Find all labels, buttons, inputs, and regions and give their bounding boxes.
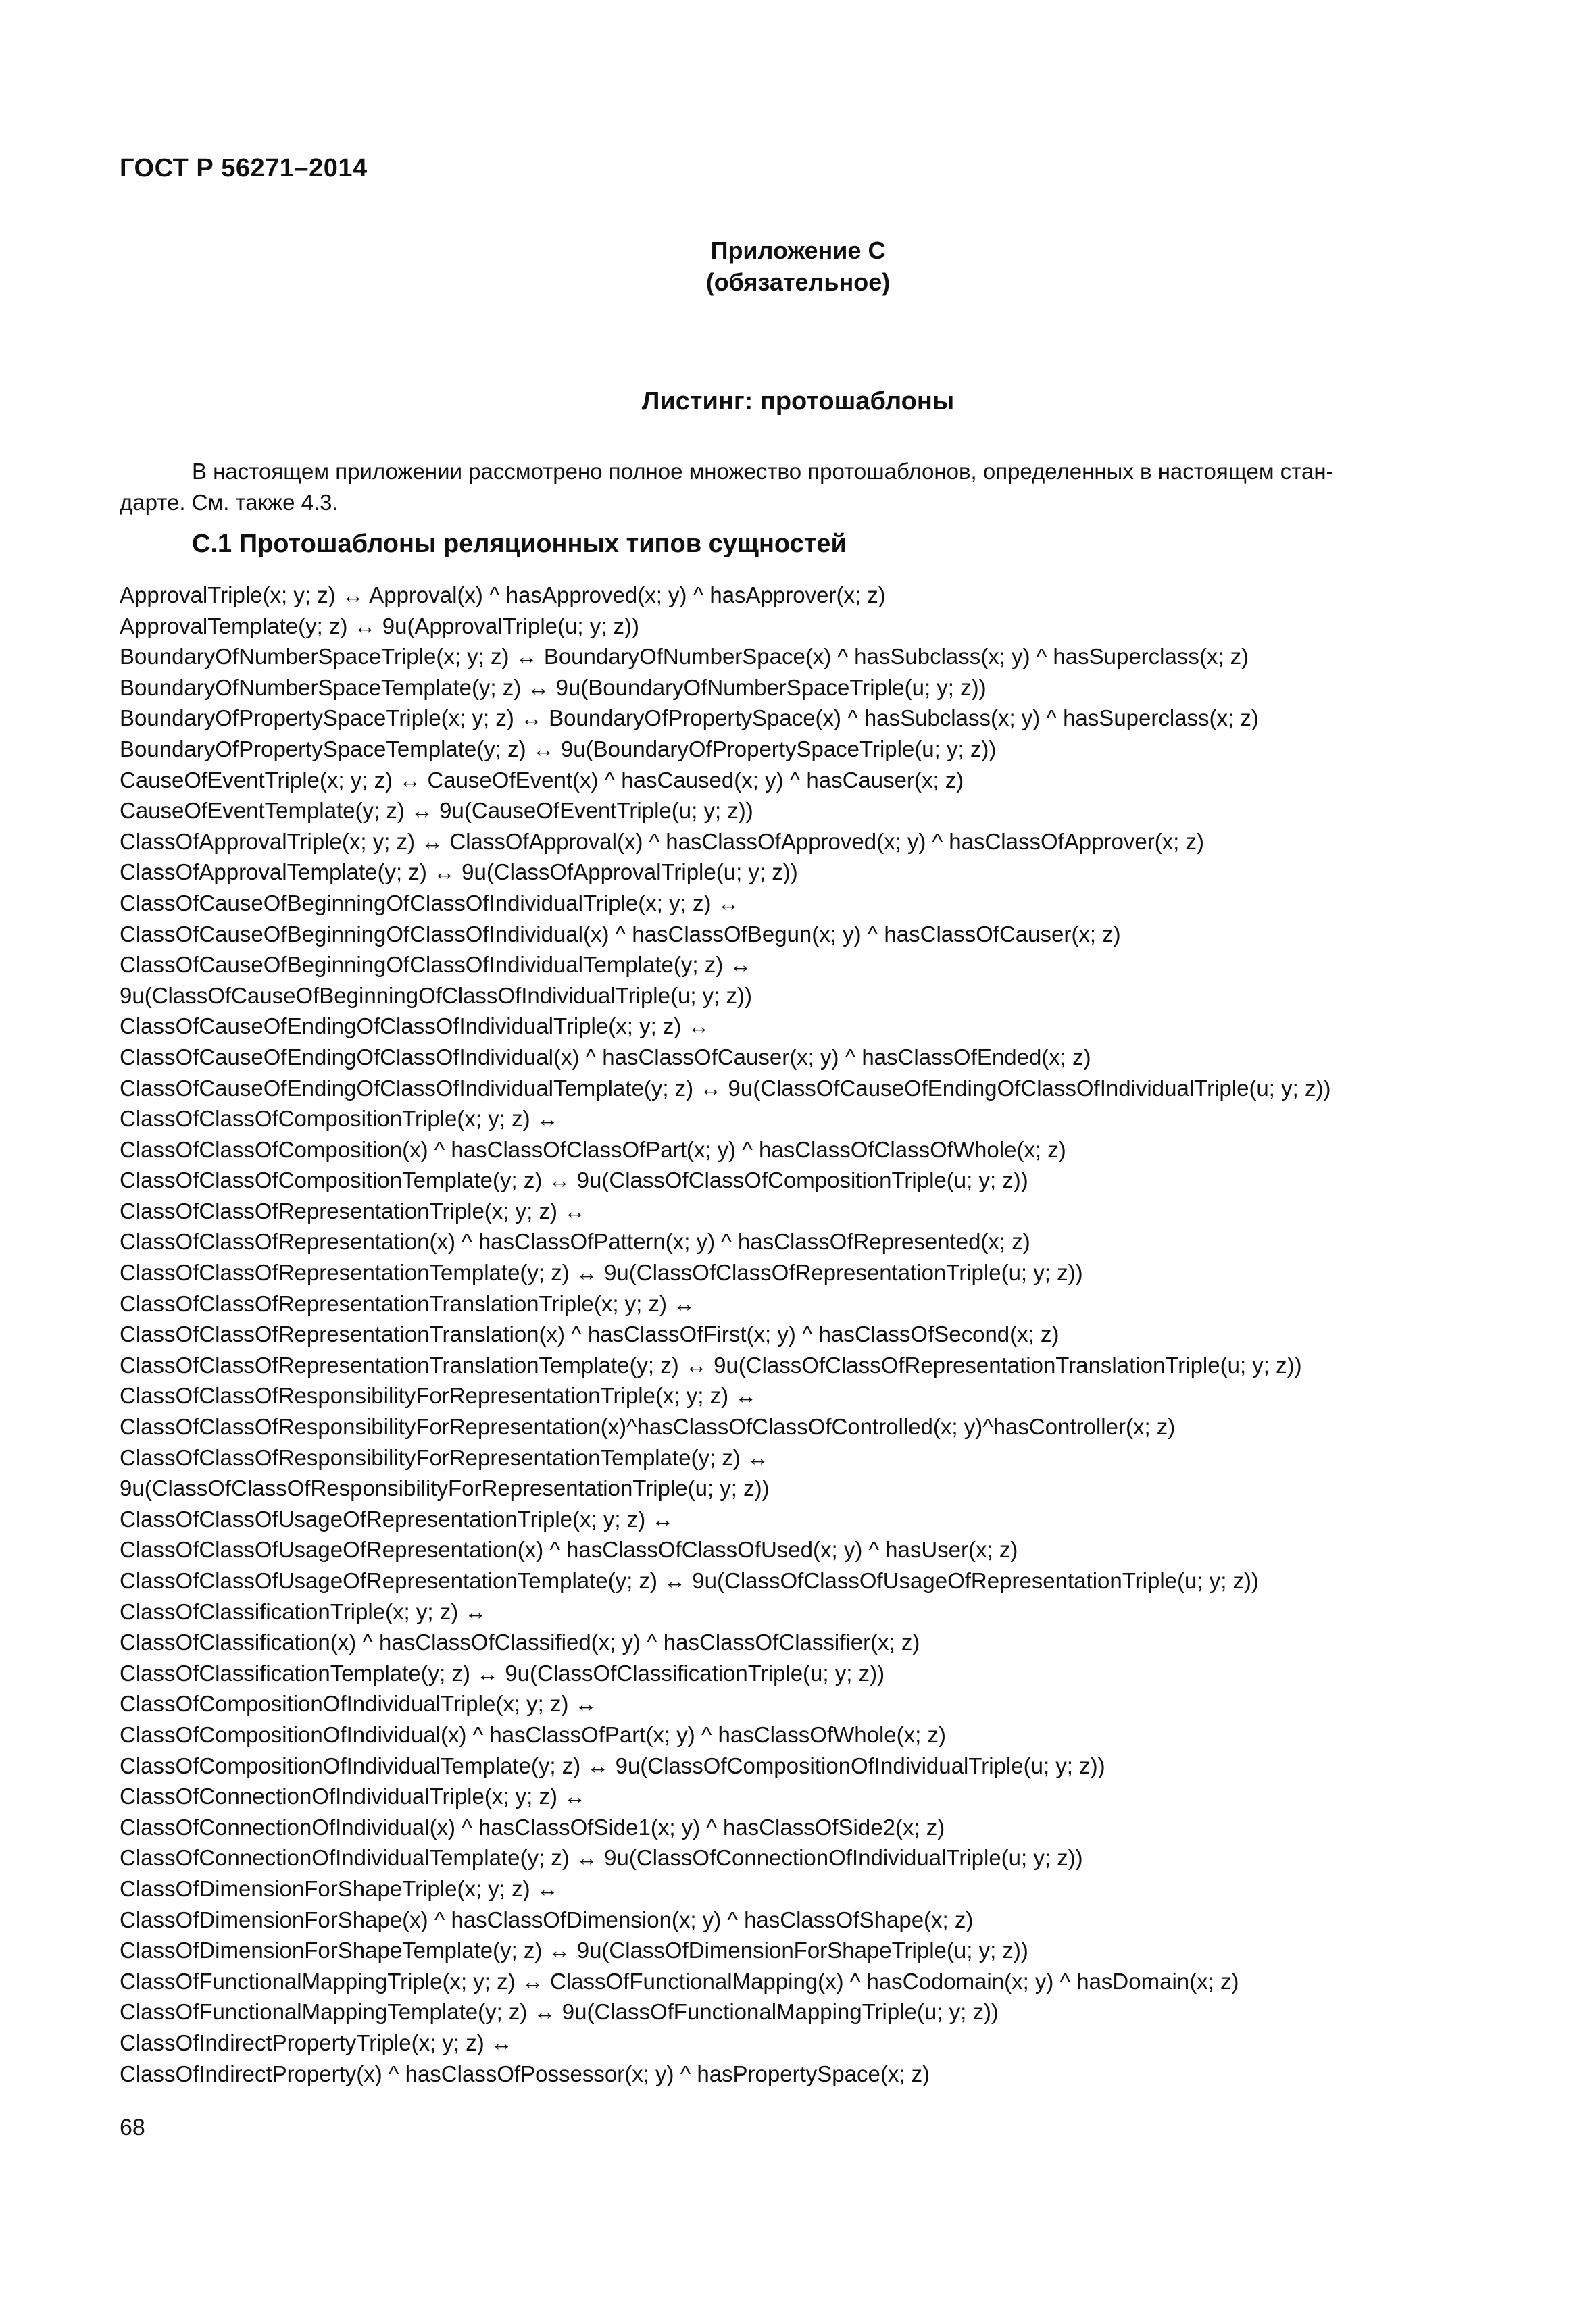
listing-line: ClassOfCompositionOfIndividualTemplate(y; z) ↔ 9u(ClassOfCompositionOfIndividualTriple(u; y; z))	[120, 1753, 1105, 1778]
listing-line: 9u(ClassOfClassOfResponsibilityForRepresentationTriple(u; y; z))	[120, 1476, 770, 1501]
listing-line: ClassOfFunctionalMappingTemplate(y; z) ↔ 9u(ClassOfFunctionalMappingTriple(u; y; z))	[120, 1999, 999, 2025]
listing-line: ClassOfClassOfUsageOfRepresentation(x) ^ hasClassOfClassOfUsed(x; y) ^ hasUser(x; z)	[120, 1537, 1018, 1563]
listing-line: ClassOfClassOfRepresentationTranslationTemplate(y; z) ↔ 9u(ClassOfClassOfRepresentationTranslationTriple(u; y; z))	[120, 1352, 1302, 1378]
listing-line: ClassOfCauseOfEndingOfClassOfIndividual(x) ^ hasClassOfCauser(x; y) ^ hasClassOfEnded(x; z)	[120, 1044, 1091, 1070]
listing-line: ApprovalTriple(x; y; z) ↔ Approval(x) ^ hasApproved(x; y) ^ hasApprover(x; z)	[120, 582, 886, 607]
listing-line: ClassOfCompositionOfIndividual(x) ^ hasClassOfPart(x; y) ^ hasClassOfWhole(x; z)	[120, 1721, 946, 1747]
annex-status: (обязательное)	[705, 268, 891, 296]
listing-line: ClassOfCauseOfEndingOfClassOfIndividualTemplate(y; z) ↔ 9u(ClassOfCauseOfEndingOfClassOfIndividualTriple(u; y; z))	[120, 1075, 1331, 1101]
listing-line: ClassOfDimensionForShapeTriple(x; y; z) ↔	[120, 1876, 559, 1901]
section-heading: С.1 Протошаблоны реляционных типов сущностей	[192, 530, 847, 558]
listing-line: ClassOfDimensionForShape(x) ^ hasClassOfDimension(x; y) ^ hasClassOfShape(x; z)	[120, 1907, 974, 1932]
listing-line: ClassOfDimensionForShapeTemplate(y; z) ↔ 9u(ClassOfDimensionForShapeTriple(u; y; z))	[120, 1938, 1028, 1963]
listing-line: ClassOfClassOfComposition(x) ^ hasClassOfClassOfPart(x; y) ^ hasClassOfClassOfWhole(x; z)	[120, 1136, 1066, 1162]
formula-listing	[120, 580, 1505, 2089]
listing-line: ClassOfCauseOfBeginningOfClassOfIndividualTemplate(y; z) ↔	[120, 952, 752, 978]
listing-line: BoundaryOfPropertySpaceTriple(x; y; z) ↔ BoundaryOfPropertySpace(x) ^ hasSubclass(x; y) ^ hasSuperclass(x; z)	[120, 705, 1259, 731]
listing-line: ClassOfClassOfUsageOfRepresentationTemplate(y; z) ↔ 9u(ClassOfClassOfUsageOfRepresentationTriple(u; y; z))	[120, 1568, 1260, 1593]
listing-line: BoundaryOfNumberSpaceTemplate(y; z) ↔ 9u(BoundaryOfNumberSpaceTriple(u; y; z))	[120, 674, 987, 700]
listing-line: ClassOfClassOfRepresentationTranslation(x) ^ hasClassOfFirst(x; y) ^ hasClassOfSecond(x; z)	[120, 1322, 1059, 1347]
listing-line: ClassOfClassOfRepresentationTriple(x; y; z) ↔	[120, 1198, 587, 1224]
page-number: 68	[120, 2115, 145, 2140]
listing-line: BoundaryOfPropertySpaceTemplate(y; z) ↔ 9u(BoundaryOfPropertySpaceTriple(u; y; z))	[120, 736, 997, 761]
listing-line: ClassOfClassOfUsageOfRepresentationTriple(x; y; z) ↔	[120, 1506, 674, 1532]
listing-line: ClassOfClassOfResponsibilityForRepresentationTemplate(y; z) ↔	[120, 1444, 769, 1470]
listing-line: 9u(ClassOfCauseOfBeginningOfClassOfIndividualTriple(u; y; z))	[120, 982, 752, 1008]
listing-line: ClassOfApprovalTriple(x; y; z) ↔ ClassOfApproval(x) ^ hasClassOfApproved(x; y) ^ hasClassOfApprover(x; z)	[120, 828, 1205, 854]
listing-line: ClassOfClassification(x) ^ hasClassOfClassified(x; y) ^ hasClassOfClassifier(x; z)	[120, 1630, 920, 1655]
listing-line: ClassOfFunctionalMappingTriple(x; y; z) ↔ ClassOfFunctionalMapping(x) ^ hasCodomain(x; y) ^ hasDomain(x; z)	[120, 1968, 1239, 1994]
listing-line: CauseOfEventTriple(x; y; z) ↔ CauseOfEvent(x) ^ hasCaused(x; y) ^ hasCauser(x; z)	[120, 767, 964, 793]
listing-line: ClassOfClassOfResponsibilityForRepresentationTriple(x; y; z) ↔	[120, 1383, 757, 1409]
listing-line: ClassOfCauseOfEndingOfClassOfIndividualTriple(x; y; z) ↔	[120, 1013, 710, 1039]
listing-line: ClassOfClassOfRepresentation(x) ^ hasClassOfPattern(x; y) ^ hasClassOfRepresented(x; z)	[120, 1229, 1030, 1255]
listing-line: ClassOfCauseOfBeginningOfClassOfIndividualTriple(x; y; z) ↔	[120, 890, 740, 915]
listing-line: ClassOfClassificationTemplate(y; z) ↔ 9u(ClassOfClassificationTriple(u; y; z))	[120, 1660, 885, 1686]
annex-heading	[0, 234, 1596, 298]
listing-line: ClassOfCompositionOfIndividualTriple(x; y; z) ↔	[120, 1691, 597, 1717]
listing-line: ClassOfConnectionOfIndividualTriple(x; y; z) ↔	[120, 1784, 587, 1809]
listing-line: ClassOfConnectionOfIndividualTemplate(y; z) ↔ 9u(ClassOfConnectionOfIndividualTriple(u; y; z))	[120, 1845, 1083, 1871]
listing-line: BoundaryOfNumberSpaceTriple(x; y; z) ↔ BoundaryOfNumberSpace(x) ^ hasSubclass(x; y) ^ hasSuperclass(x; z)	[120, 644, 1249, 670]
listing-line: ClassOfClassOfCompositionTriple(x; y; z) ↔	[120, 1106, 559, 1132]
listing-line: ClassOfClassOfRepresentationTranslationTriple(x; y; z) ↔	[120, 1290, 696, 1316]
listing-title: Листинг: протошаблоны	[641, 387, 955, 416]
listing-line: ClassOfClassOfCompositionTemplate(y; z) ↔ 9u(ClassOfClassOfCompositionTriple(u; y; z))	[120, 1167, 1028, 1193]
intro-line	[120, 456, 1478, 487]
listing-line: ClassOfConnectionOfIndividual(x) ^ hasClassOfSide1(x; y) ^ hasClassOfSide2(x; z)	[120, 1814, 945, 1840]
listing-line: ClassOfApprovalTemplate(y; z) ↔ 9u(ClassOfApprovalTriple(u; y; z))	[120, 859, 798, 885]
listing-line: CauseOfEventTemplate(y; z) ↔ 9u(CauseOfEventTriple(u; y; z))	[120, 798, 753, 824]
listing-line: ClassOfClassOfRepresentationTemplate(y; z) ↔ 9u(ClassOfClassOfRepresentationTriple(u; y; z))	[120, 1260, 1083, 1286]
listing-line: ClassOfIndirectProperty(x) ^ hasClassOfPossessor(x; y) ^ hasPropertySpace(x; z)	[120, 2061, 930, 2086]
listing-line: ApprovalTemplate(y; z) ↔ 9u(ApprovalTriple(u; y; z))	[120, 613, 640, 638]
listing-line: ClassOfIndirectPropertyTriple(x; y; z) ↔	[120, 2030, 513, 2055]
intro-text-2: дарте. См. также 4.3.	[120, 490, 339, 515]
listing-line: ClassOfClassOfResponsibilityForRepresentation(x)^hasClassOfClassOfControlled(x; y)^hasController(x; z)	[120, 1414, 1176, 1440]
listing-line: ClassOfCauseOfBeginningOfClassOfIndividual(x) ^ hasClassOfBegun(x; y) ^ hasClassOfCauser(x; z)	[120, 921, 1121, 947]
document-code: ГОСТ Р 56271–2014	[120, 154, 368, 182]
annex-title: Приложение С	[710, 236, 886, 264]
listing-line: ClassOfClassificationTriple(x; y; z) ↔	[120, 1599, 487, 1624]
intro-paragraph	[120, 456, 1478, 518]
intro-text-1: В настоящем приложении рассмотрено полное множество протошаблонов, определенных в настоящем стан-	[192, 459, 1334, 484]
